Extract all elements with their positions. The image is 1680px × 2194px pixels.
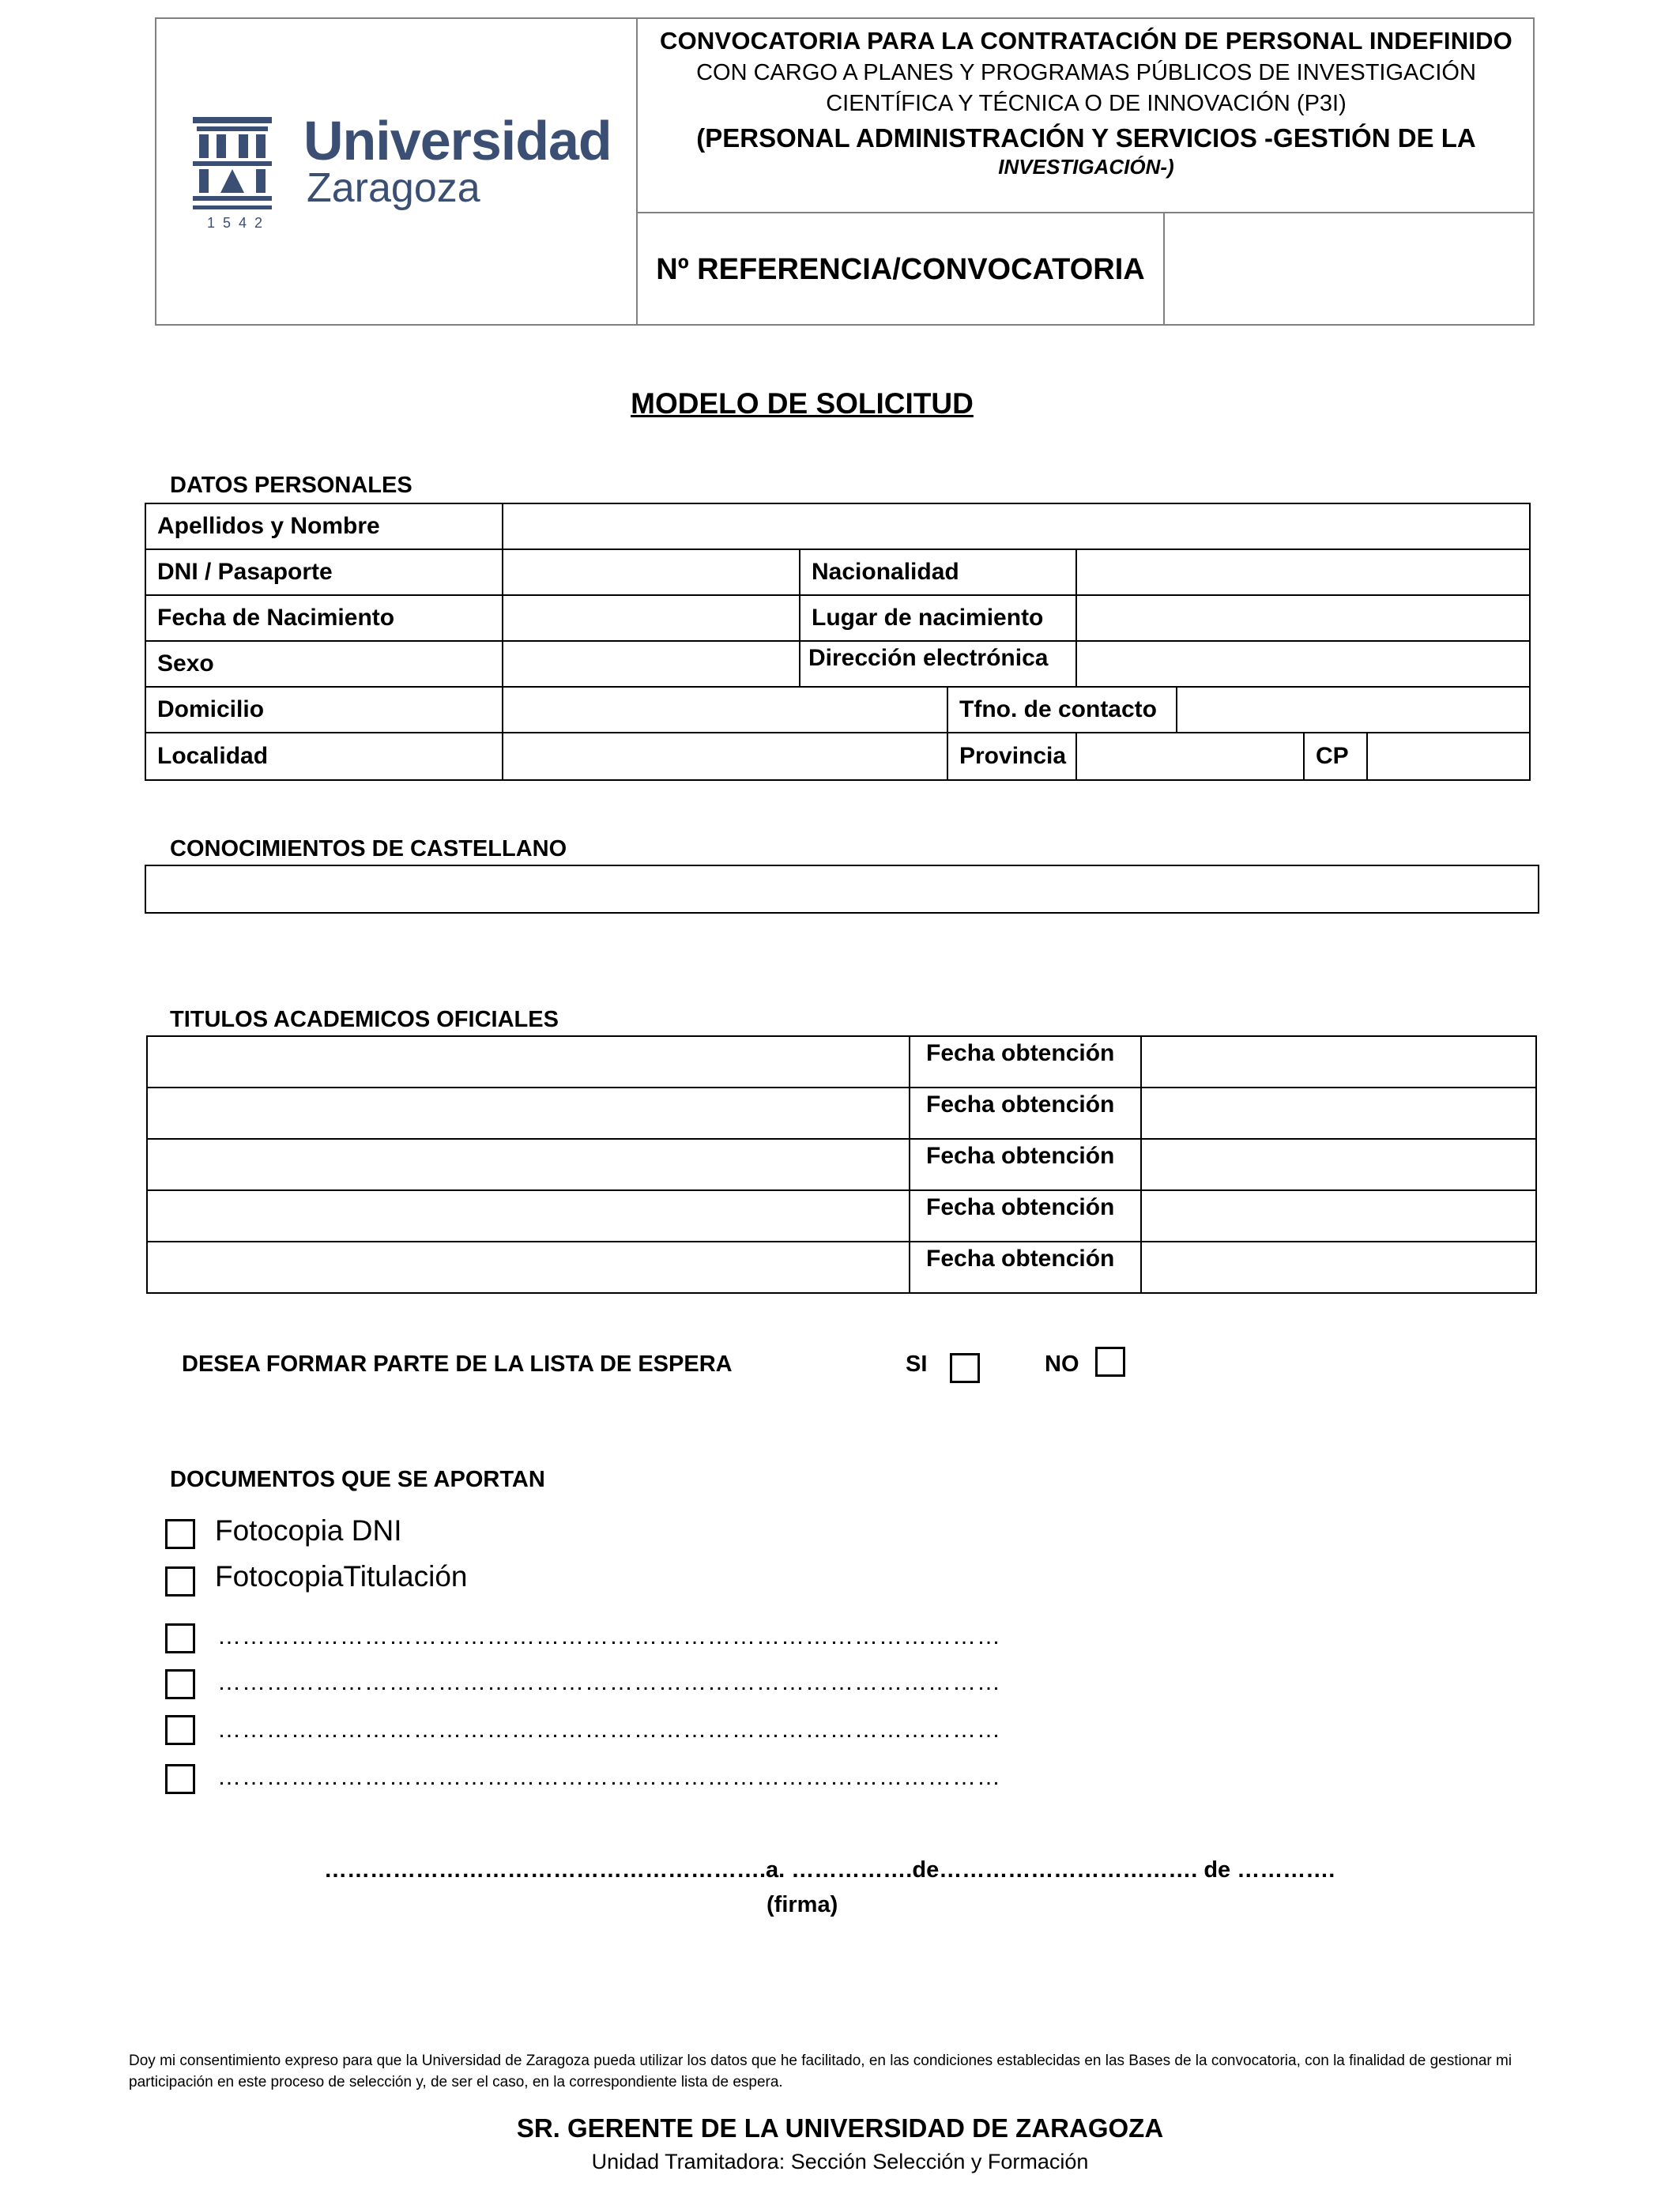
spanish-knowledge-field[interactable] <box>145 865 1539 914</box>
birth-date-field[interactable] <box>502 594 800 642</box>
degree-name-field[interactable] <box>146 1035 910 1088</box>
addressee: SR. GERENTE DE LA UNIVERSIDAD DE ZARAGOZA <box>516 2113 1164 2143</box>
document-checkbox[interactable] <box>165 1623 195 1653</box>
phone-field[interactable] <box>1176 686 1531 733</box>
degrees-title: TITULOS ACADEMICOS OFICIALES <box>170 1007 559 1032</box>
document-blank-line[interactable]: …………………………………………………………………………………… <box>217 1764 1001 1790</box>
logo-name: Universidad <box>303 110 612 172</box>
call-title <box>638 17 1535 213</box>
degree-date-field[interactable] <box>1140 1035 1537 1088</box>
email-field[interactable] <box>1075 640 1531 688</box>
document-label: Fotocopia DNI <box>215 1514 402 1547</box>
document-checkbox[interactable] <box>165 1519 195 1549</box>
place-date-line[interactable]: ………………………………………………….a. …………….de……………………………. de …………. <box>324 1857 1335 1883</box>
degree-name-field[interactable] <box>146 1189 910 1242</box>
reference-label: Nº REFERENCIA/CONVOCATORIA <box>638 213 1165 326</box>
phone-label: Tfno. de contacto <box>947 686 1177 733</box>
logo-year: 1542 <box>207 215 271 231</box>
address-field[interactable] <box>502 686 948 733</box>
birth-place-label: Lugar de nacimiento <box>799 594 1077 642</box>
waitlist-no-checkbox[interactable] <box>1095 1347 1125 1377</box>
degree-date-field[interactable] <box>1140 1138 1537 1191</box>
province-field[interactable] <box>1075 732 1305 781</box>
city-field[interactable] <box>502 732 948 781</box>
document-checkbox[interactable] <box>165 1669 195 1699</box>
nationality-field[interactable] <box>1075 548 1531 596</box>
dni-label: DNI / Pasaporte <box>145 548 503 596</box>
title-line-1: CONVOCATORIA PARA LA CONTRATACIÓN DE PERSONAL INDEFINIDO <box>660 27 1512 55</box>
degree-date-field[interactable] <box>1140 1087 1537 1140</box>
waitlist-yes-checkbox[interactable] <box>950 1353 980 1383</box>
address-label: Domicilio <box>145 686 503 733</box>
signature-label: (firma) <box>767 1892 838 1917</box>
document-blank-line[interactable]: …………………………………………………………………………………… <box>217 1623 1001 1649</box>
waitlist-no-label: NO <box>1045 1351 1079 1377</box>
document-checkbox[interactable] <box>165 1715 195 1745</box>
documents-title: DOCUMENTOS QUE SE APORTAN <box>170 1467 545 1492</box>
degree-date-label: Fecha obtención <box>909 1189 1142 1242</box>
nationality-label: Nacionalidad <box>799 548 1077 596</box>
reference-input[interactable] <box>1165 213 1535 326</box>
degree-date-label: Fecha obtención <box>909 1035 1142 1088</box>
degree-name-field[interactable] <box>146 1138 910 1191</box>
degree-date-field[interactable] <box>1140 1241 1537 1294</box>
name-label: Apellidos y Nombre <box>145 503 503 550</box>
title-line-4: (PERSONAL ADMINISTRACIÓN Y SERVICIOS -GESTIÓN DE LA <box>696 123 1476 153</box>
consent-text: Doy mi consentimiento expreso para que la Universidad de Zaragoza pueda utilizar los datos que he facilitado, en las condiciones establecidas en las Bases de la convocatoria, con la finalidad de gestionar mi participación en este proceso de selección y, de ser el caso, en la correspondiente lista de espera. <box>129 2053 1512 2090</box>
degree-date-field[interactable] <box>1140 1189 1537 1242</box>
cp-label: CP <box>1303 732 1368 781</box>
document-blank-line[interactable]: …………………………………………………………………………………… <box>217 1717 1001 1743</box>
degree-name-field[interactable] <box>146 1087 910 1140</box>
name-field[interactable] <box>502 503 1531 550</box>
document-checkbox[interactable] <box>165 1764 195 1794</box>
birth-place-field[interactable] <box>1075 594 1531 642</box>
cp-field[interactable] <box>1366 732 1531 781</box>
birth-date-label: Fecha de Nacimiento <box>145 594 503 642</box>
waitlist-question: DESEA FORMAR PARTE DE LA LISTA DE ESPERA <box>182 1351 733 1377</box>
waitlist-yes-label: SI <box>906 1351 928 1377</box>
logo-city: Zaragoza <box>307 165 480 211</box>
processing-unit: Unidad Tramitadora: Sección Selección y Formación <box>591 2150 1089 2173</box>
degree-name-field[interactable] <box>146 1241 910 1294</box>
spanish-knowledge-title: CONOCIMIENTOS DE CASTELLANO <box>170 836 567 861</box>
document-checkbox[interactable] <box>165 1566 195 1596</box>
document-blank-line[interactable]: …………………………………………………………………………………… <box>217 1669 1001 1695</box>
personal-data-title: DATOS PERSONALES <box>170 473 412 498</box>
form-title: MODELO DE SOLICITUD <box>631 387 974 420</box>
title-line-2: CON CARGO A PLANES Y PROGRAMAS PÚBLICOS DE INVESTIGACIÓN <box>696 60 1476 85</box>
degree-date-label: Fecha obtención <box>909 1138 1142 1191</box>
title-line-3: CIENTÍFICA Y TÉCNICA O DE INNOVACIÓN (P3I) <box>826 91 1347 116</box>
degree-date-label: Fecha obtención <box>909 1241 1142 1294</box>
sex-field[interactable] <box>502 640 800 688</box>
degree-date-label: Fecha obtención <box>909 1087 1142 1140</box>
province-label: Provincia <box>947 732 1077 781</box>
city-label: Localidad <box>145 732 503 781</box>
dni-field[interactable] <box>502 548 800 596</box>
title-line-5: INVESTIGACIÓN-) <box>998 155 1174 179</box>
document-label: FotocopiaTitulación <box>215 1560 468 1593</box>
sex-label: Sexo <box>145 640 503 688</box>
email-label: Dirección electrónica <box>799 640 1077 688</box>
